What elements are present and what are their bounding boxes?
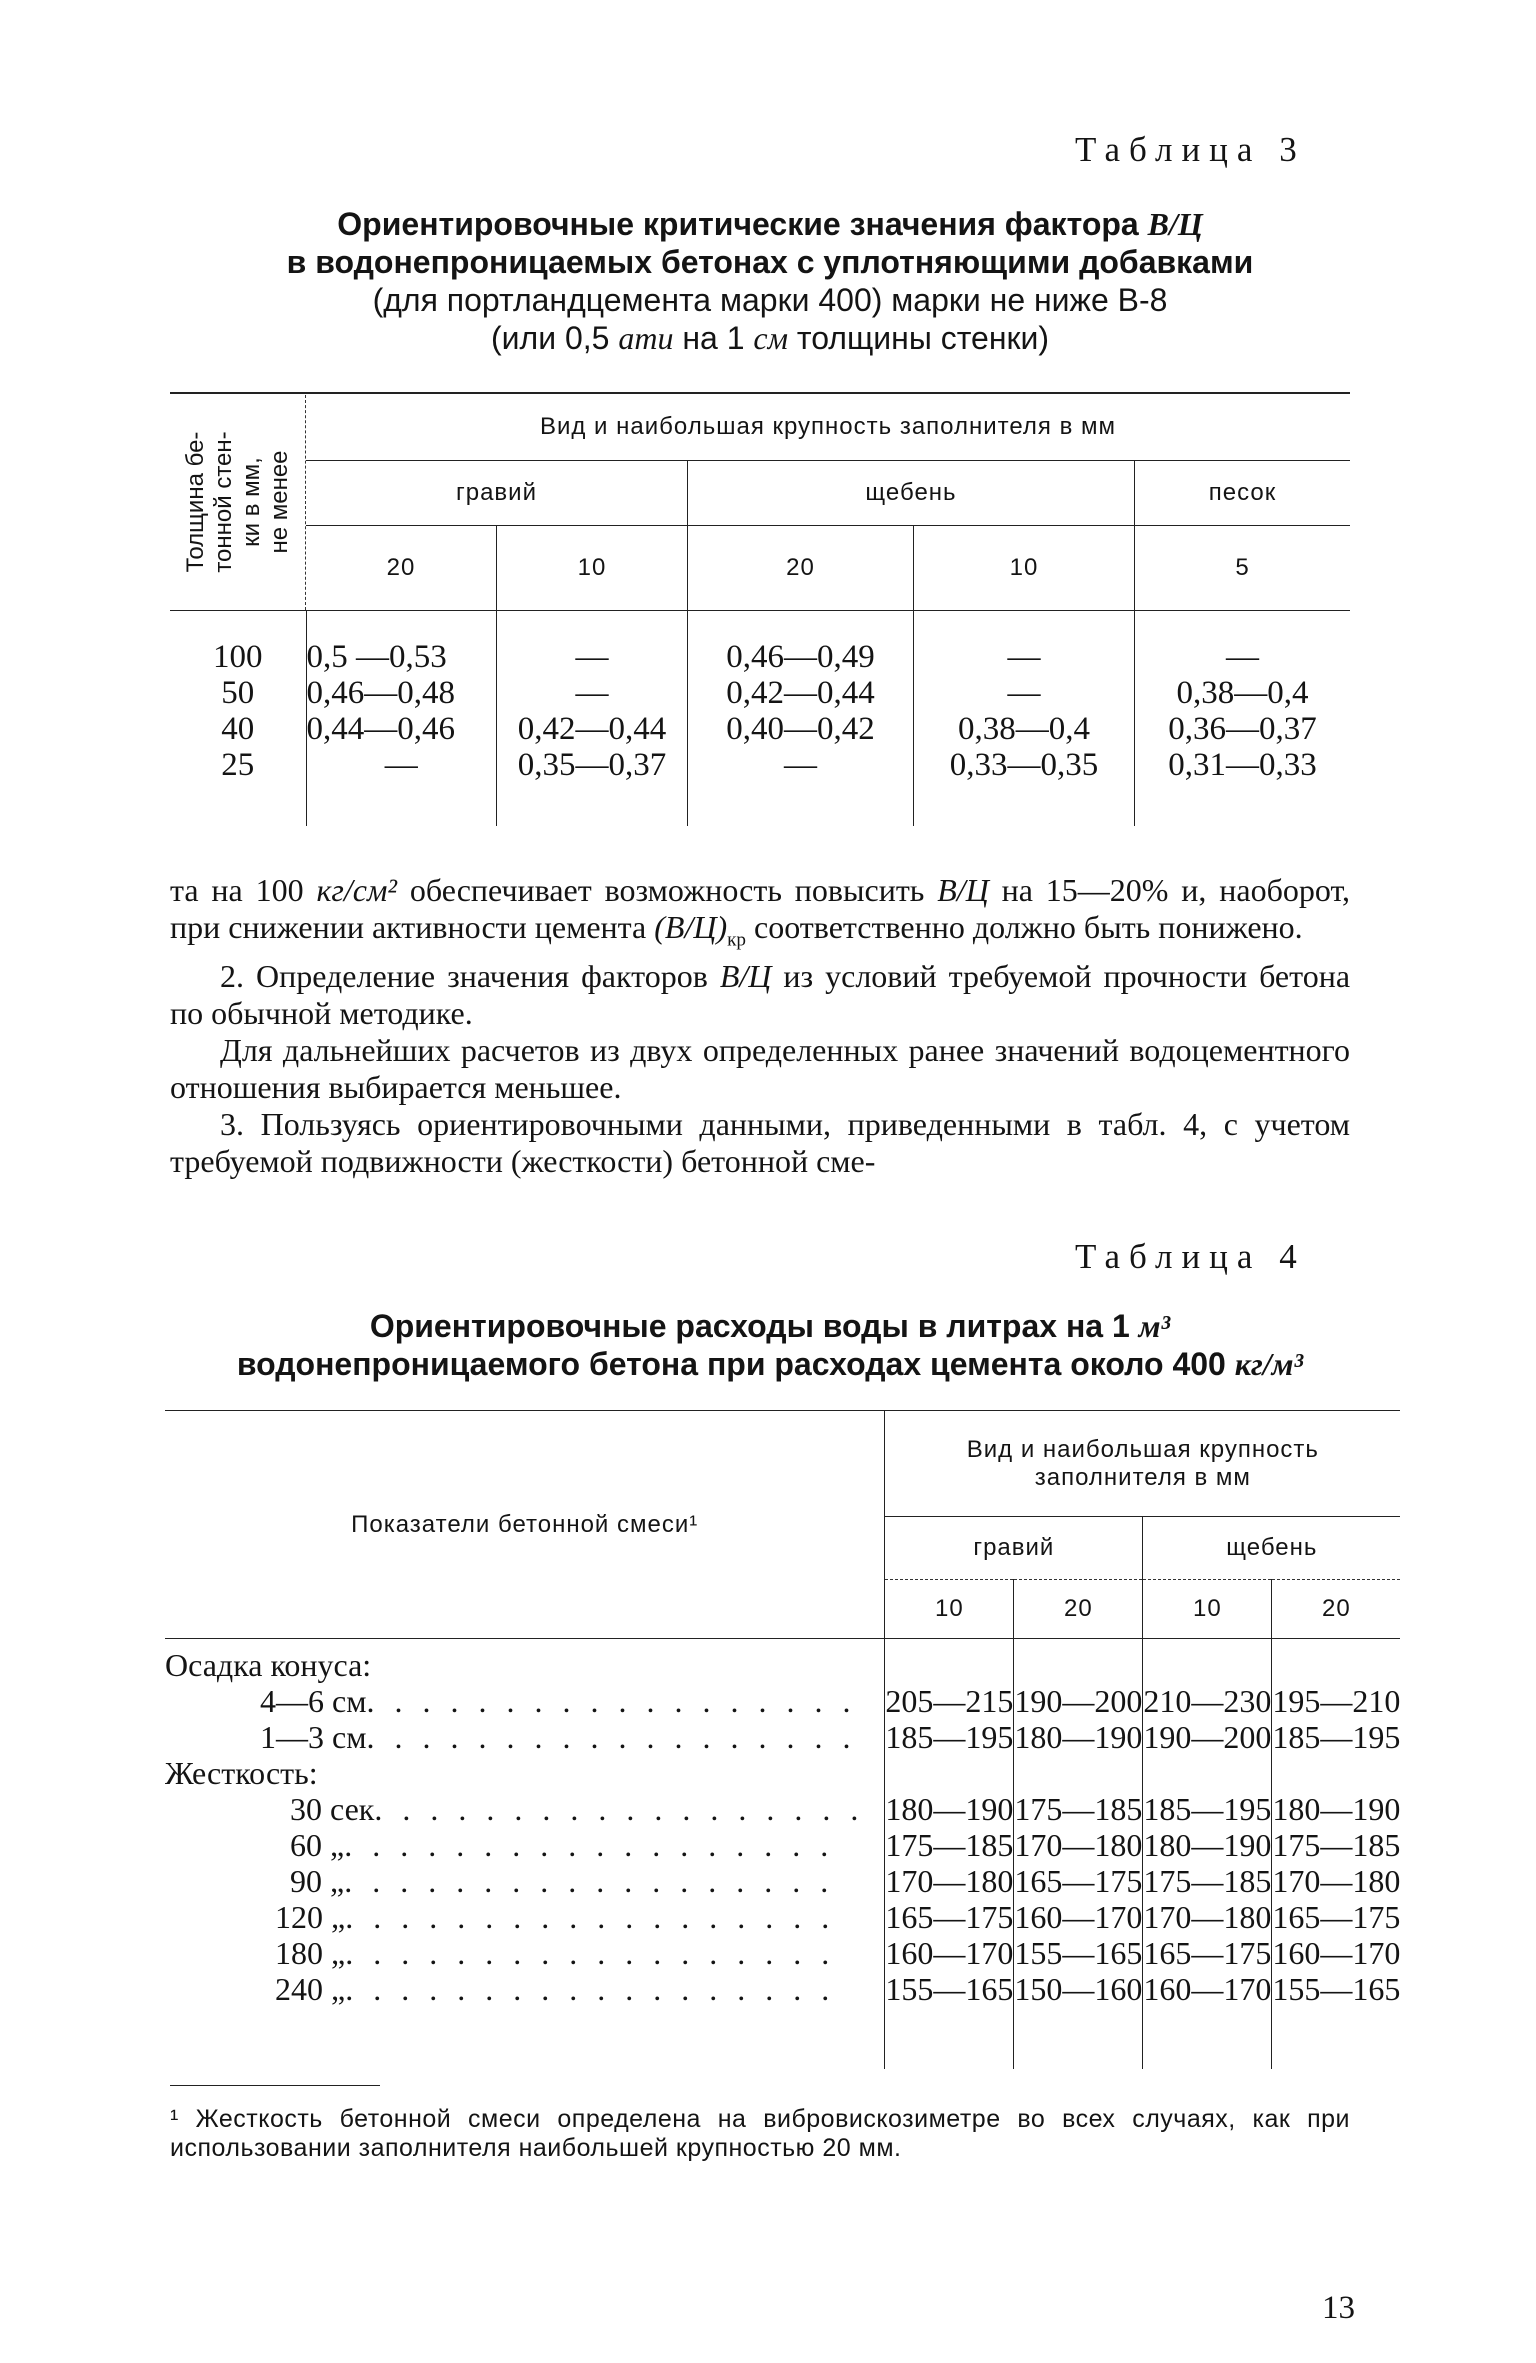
table3: [170, 392, 1350, 826]
table3-cell: 0,46—0,48: [306, 675, 455, 711]
table3-cell: —: [784, 747, 817, 783]
table3-cell: 0,38—0,4: [1176, 675, 1309, 711]
table4-cell: 170—180: [1143, 1899, 1272, 1935]
table4-col-gravel10: [885, 1639, 1014, 2069]
table3-cell: —: [1007, 675, 1041, 711]
table4-cell: 185—195: [1272, 1719, 1401, 1755]
table4-row-label: Осадка конуса:: [165, 1647, 372, 1683]
table3-size: 20: [688, 526, 914, 611]
table4-cell: 170—180: [885, 1863, 1014, 1899]
table4-row-label: 180 „ . . .: [165, 1935, 864, 1971]
table4-cell: [1143, 1647, 1271, 1683]
body-paragraph: Для дальнейших расчетов из двух определенных ранее значений водоцементного отношения выбирается меньшее.: [170, 1032, 1350, 1106]
table3-cell: 100: [213, 639, 263, 675]
table4-row-label: 4—6 см . . .: [165, 1683, 864, 1719]
table4-cell: 180—190: [1143, 1827, 1272, 1863]
table3-cell: 0,42—0,44: [517, 711, 667, 747]
footnote-divider: [170, 2085, 380, 2086]
table3-col-sand5: [1135, 611, 1351, 826]
table3-cell: —: [575, 675, 609, 711]
table3-size: 10: [497, 526, 688, 611]
table4-cell: [885, 1647, 1013, 1683]
table3-cell: —: [575, 639, 609, 675]
footnote: ¹ Жесткость бетонной смеси определена на вибровискозиметре во всех случаях, как при использовании заполнителя наибольшей крупностью 20 мм.: [170, 2105, 1350, 2162]
table4-row-label: 240 „ . . .: [165, 1971, 864, 2007]
table3-cell: 0,42—0,44: [726, 675, 875, 711]
table3-col-thickness: [170, 611, 306, 826]
table3-col-gravel10: [497, 611, 688, 826]
table4-cell: 150—160: [1014, 1971, 1143, 2007]
table3-sub-crushed: щебень: [688, 461, 1135, 526]
table3-cell: 0,40—0,42: [726, 711, 875, 747]
table3-cell: —: [1226, 639, 1259, 675]
table4-cell: 175—185: [1014, 1791, 1143, 1827]
table4-size: 20: [1272, 1580, 1401, 1639]
table4-cell: 180—190: [885, 1791, 1014, 1827]
table3-col-crushed20: [688, 611, 914, 826]
table3-group-header: Вид и наибольшая крупность заполнителя в мм: [306, 393, 1350, 461]
table4-cell: [1014, 1647, 1142, 1683]
table3-cell: 0,44—0,46: [306, 711, 455, 747]
table4-row-label: 30 сек . . .: [165, 1791, 864, 1827]
table4-cell: 165—175: [1014, 1863, 1143, 1899]
table4-col-crushed10: [1143, 1639, 1272, 2069]
table4-cell: 190—200: [1014, 1683, 1143, 1719]
table4-row-label: 120 „ . . .: [165, 1899, 864, 1935]
table4-sub-gravel: гравий: [885, 1517, 1143, 1580]
table4-cell: [1272, 1647, 1400, 1683]
table4-cell: 155—165: [885, 1971, 1014, 2007]
table4-cell: 155—165: [1272, 1971, 1401, 2007]
table4-size: 20: [1014, 1580, 1143, 1639]
table4-cell: 170—180: [1272, 1863, 1401, 1899]
table4-label: Таблица 4: [1075, 1237, 1306, 1276]
table3-col-crushed10: [914, 611, 1135, 826]
body-text: [170, 872, 1350, 1180]
table4-row-label: Жесткость:: [165, 1755, 318, 1791]
table3-label: Таблица 3: [1075, 130, 1306, 169]
table4-row-label: 60 „ . . .: [165, 1827, 864, 1863]
body-paragraph: 3. Пользуясь ориентировочными данными, приведенными в табл. 4, с учетом требуемой подвижности (жесткости) бетонной сме-: [170, 1106, 1350, 1180]
table3-size: 20: [306, 526, 497, 611]
table4-cell: 210—230: [1143, 1683, 1272, 1719]
table4-sub-crushed: щебень: [1143, 1517, 1401, 1580]
page-number: 13: [1322, 2290, 1355, 2326]
table4-cell: 180—190: [1272, 1791, 1401, 1827]
table3-cell: 0,46—0,49: [726, 639, 875, 675]
table3-size: 10: [914, 526, 1135, 611]
table4-cell: [1143, 1755, 1271, 1791]
table4-cell: 160—170: [1272, 1935, 1401, 1971]
table4-cell: [1272, 1755, 1400, 1791]
table3-cell: 0,36—0,37: [1168, 711, 1317, 747]
table3-cell: 0,31—0,33: [1168, 747, 1317, 783]
table4-col0-header: Показатели бетонной смеси¹: [165, 1411, 885, 1639]
table4-size: 10: [885, 1580, 1014, 1639]
table4-size: 10: [1143, 1580, 1272, 1639]
table4-cell: 160—170: [885, 1935, 1014, 1971]
table4-cell: 180—190: [1014, 1719, 1143, 1755]
table3-cell: 0,33—0,35: [949, 747, 1099, 783]
table4-group-header: Вид и наибольшая крупность заполнителя в мм: [885, 1411, 1401, 1517]
table3-sub-gravel: гравий: [306, 461, 688, 526]
table4-cell: [885, 1755, 1013, 1791]
table3-col-gravel20: [306, 611, 497, 826]
table3-sub-sand: песок: [1135, 461, 1351, 526]
table3-cell: 25: [221, 747, 255, 783]
table3-size: 5: [1135, 526, 1351, 611]
table4-cell: 185—195: [885, 1719, 1014, 1755]
table3-cell: 40: [221, 711, 255, 747]
table4-col-crushed20: [1272, 1639, 1401, 2069]
table3-cell: —: [384, 747, 418, 783]
body-paragraph: та на 100 кг/см² обеспечивает возможность повысить В/Ц на 15—20% и, наоборот, при снижении активности цемента $(В/Ц)_{кр}$ соответственно должно быть понижено.: [170, 872, 1351, 951]
table4-cell: [1014, 1755, 1142, 1791]
table4-cell: 175—185: [1272, 1827, 1401, 1863]
table4-cell: 165—175: [1272, 1899, 1401, 1935]
table3-cell: 0,5 —0,53: [306, 639, 447, 675]
table4-cell: 175—185: [885, 1827, 1014, 1863]
body-paragraph: 2. Определение значения факторов В/Ц из условий требуемой прочности бетона по обычной методике.: [170, 958, 1351, 1032]
table3-cell: 0,35—0,37: [517, 747, 667, 783]
table4-cell: 165—175: [885, 1899, 1014, 1935]
table3-cell: —: [1007, 639, 1041, 675]
table4-cell: 155—165: [1014, 1935, 1143, 1971]
table4-title: Ориентировочные расходы воды в литрах на 1 м³ водонепроницаемого бетона при расходах цемента около 400 кг/м³: [236, 1308, 1304, 1382]
table4-cell: 195—210: [1272, 1683, 1401, 1719]
table4-cell: 170—180: [1014, 1827, 1143, 1863]
table3-title: Ориентировочные критические значения фактора В/Ц в водонепроницаемых бетонах с уплотняющими добавками (для портландцемента марки 400) марки не ниже В-8 (или 0,5 ати на 1 см толщины стенки): [286, 206, 1254, 356]
table3-cell: 0,38—0,4: [958, 711, 1090, 747]
table4-col-gravel20: [1014, 1639, 1143, 2069]
table4-cell: 205—215: [885, 1683, 1014, 1719]
table4-cell: 190—200: [1143, 1719, 1272, 1755]
table4-cell: 165—175: [1143, 1935, 1272, 1971]
table4-cell: 185—195: [1143, 1791, 1272, 1827]
table4: [165, 1410, 1400, 2069]
table3-cell: 50: [221, 675, 255, 711]
table3-col0-header: Толщина бе- тонной стен- ки в мм, не менее: [170, 393, 306, 611]
table4-cell: 160—170: [1014, 1899, 1143, 1935]
table4-col-labels: [165, 1639, 885, 2069]
table4-cell: 175—185: [1143, 1863, 1272, 1899]
table4-row-label: 1—3 см . . .: [165, 1719, 864, 1755]
table4-cell: 160—170: [1143, 1971, 1272, 2007]
table4-row-label: 90 „ . . .: [165, 1863, 864, 1899]
